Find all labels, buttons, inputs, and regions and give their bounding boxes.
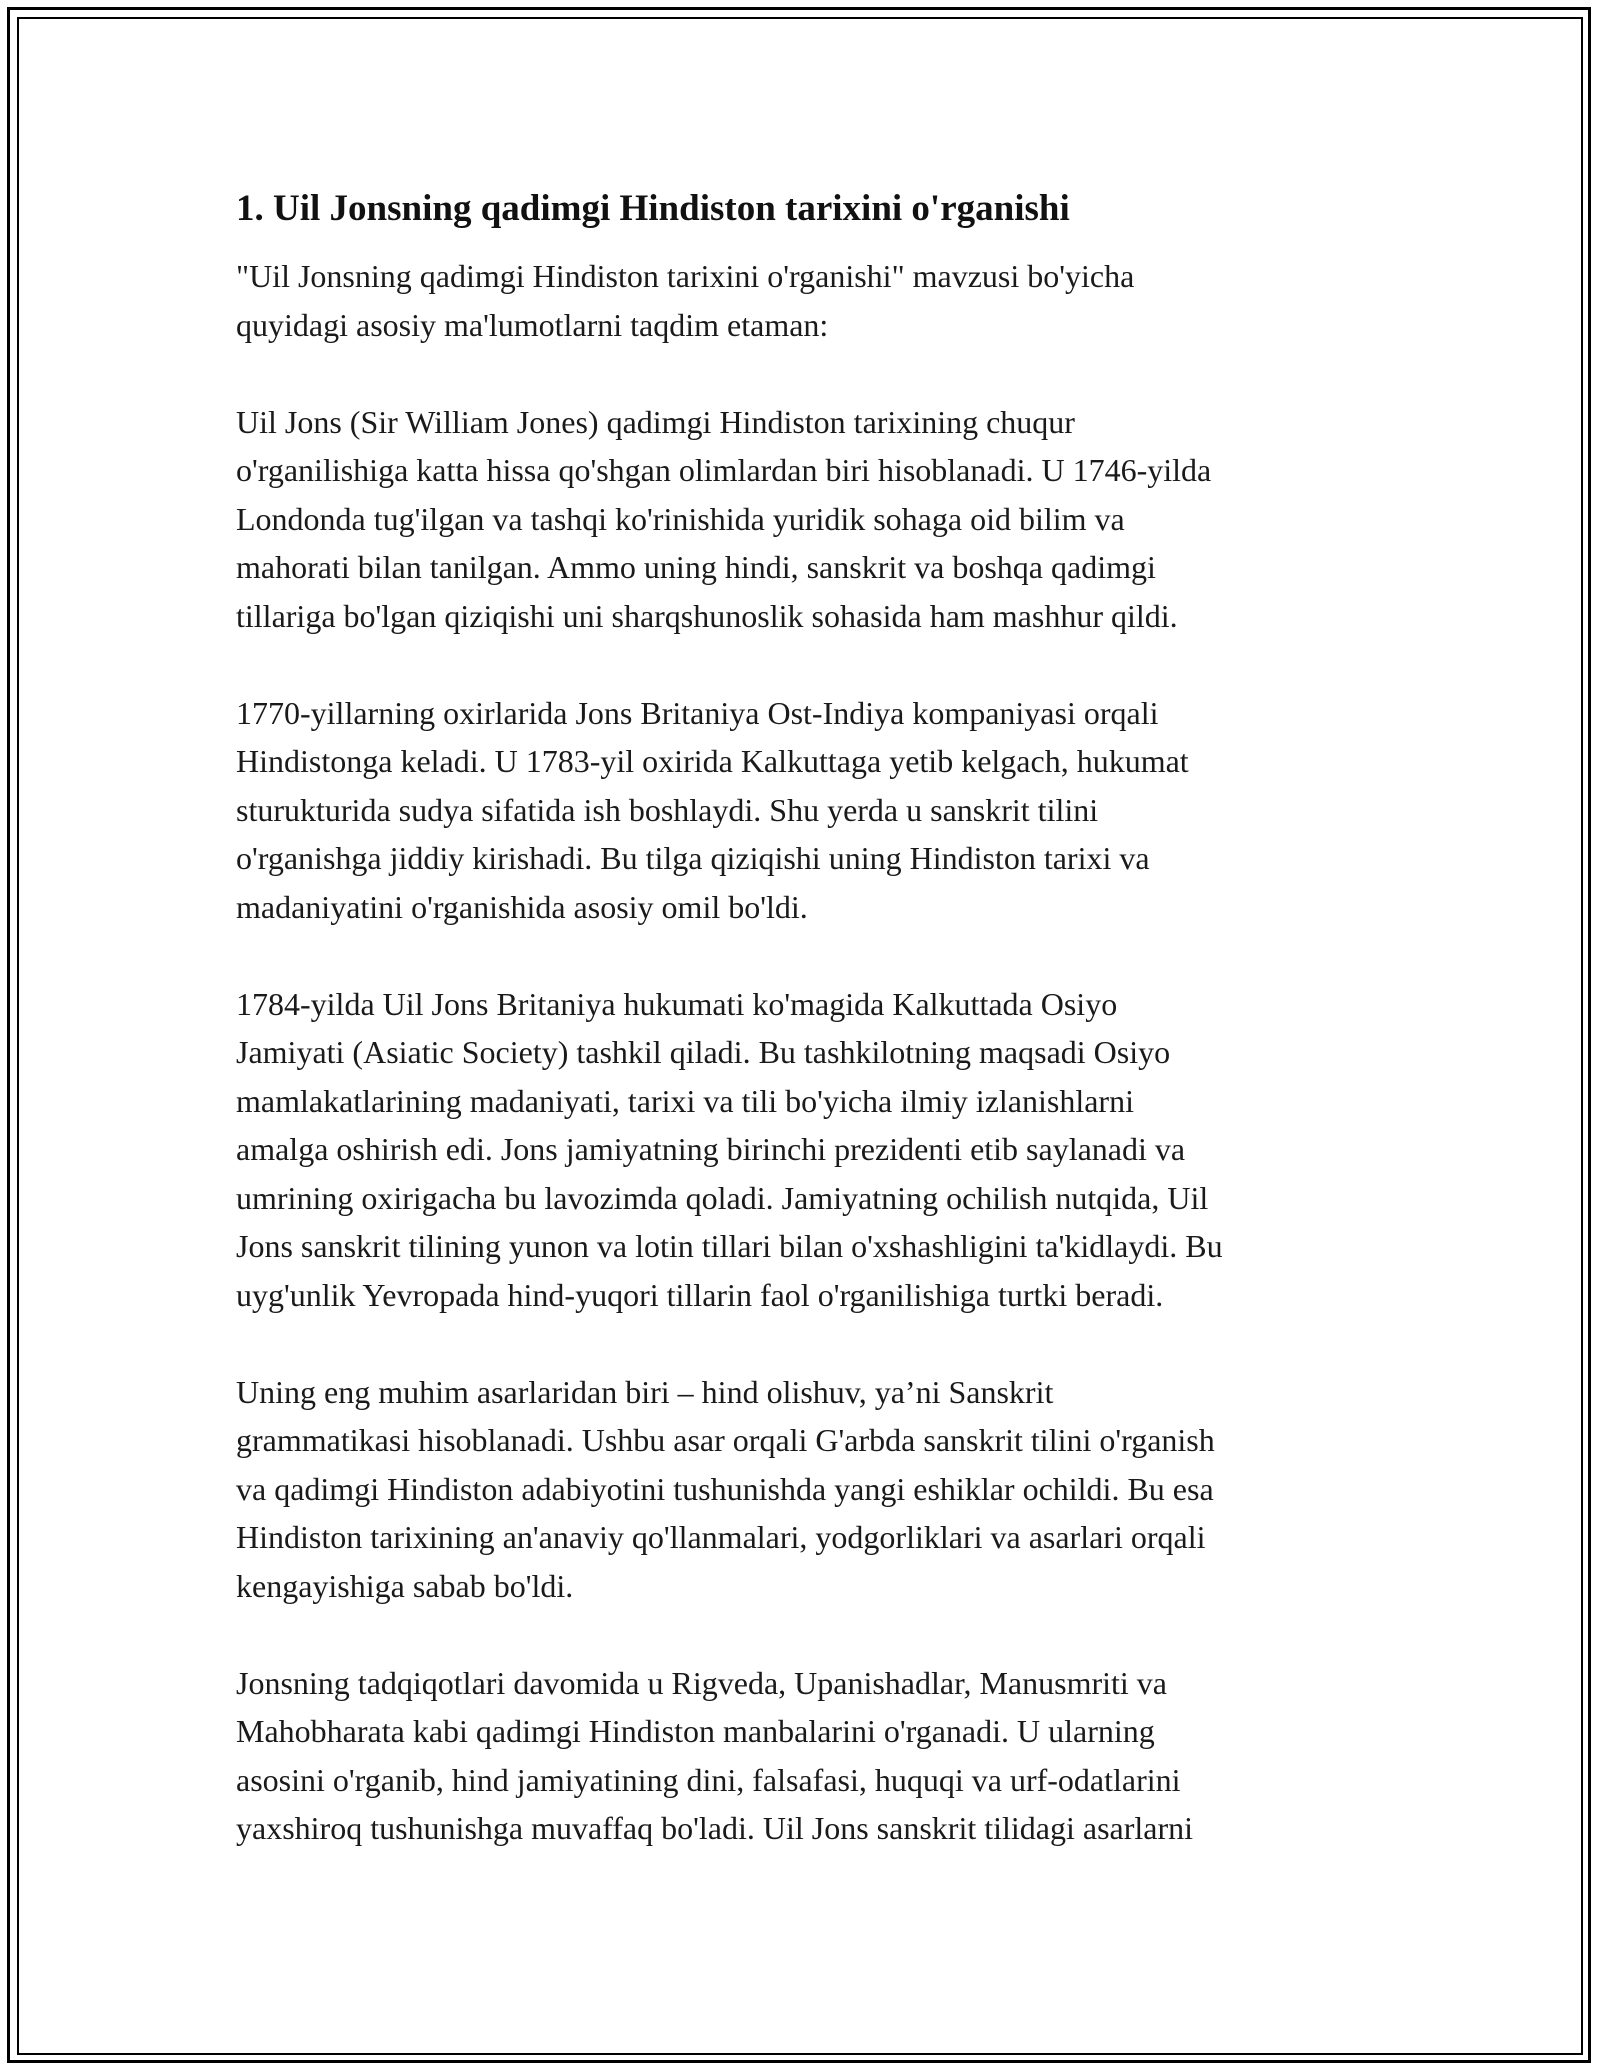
biography-paragraph: Uil Jons (Sir William Jones) qadimgi Hindiston tarixining chuqur o'rganilishiga katta hissa qo'shgan olimlardan biri hisoblanadi. U 1746-yilda Londonda tug'ilgan va tashqi ko'rinishida yuridik sohaga oid bilim va mahorati bilan tanilgan. Ammo uning hindi, sanskrit va boshqa qadimgi tillariga bo'lgan qiziqishi uni sharqshunoslik sohasida ham mashhur qildi. xyxy=(236,403,1212,634)
research-sources-paragraph: Jonsning tadqiqotlari davomida u Rigveda, Upanishadlar, Manusmriti va Mahobharata kabi qadimgi Hindiston manbalarini o'rganadi. U ularning asosini o'rganib, hind jamiyatining dini, falsafasi, huquqi va urf-odatlarini yaxshiroq tushunishga muvaffaq bo'ladi. Uil Jons sanskrit tilidagi asarlarni xyxy=(236,1664,1194,1846)
asiatic-society-paragraph: 1784-yilda Uil Jons Britaniya hukumati ko'magida Kalkuttada Osiyo Jamiyati (Asiatic Society) tashkil qiladi. Bu tashkilotning maqsadi Osiyo mamlakatlarining madaniyati, tarixi va tili bo'yicha ilmiy izlanishlarni amalga oshirish edi. Jons jamiyatning birinchi prezidenti etib saylanadi va umrining oxirigacha bu lavozimda qoladi. Jamiyatning ochilish nutqida, Uil Jons sanskrit tilining yunon va lotin tillari bilan o'xshashligini ta'kidlaydi. Bu uyg'unlik Yevropada hind-yuqori tillarin faol o'rganilishiga turtki beradi. xyxy=(236,985,1223,1313)
intro-paragraph: "Uil Jonsning qadimgi Hindiston tarixini o'rganishi" mavzusi bo'yicha quyidagi asosiy ma'lumotlarni taqdim etaman: xyxy=(236,258,1135,343)
document-title: 1. Uil Jonsning qadimgi Hindiston tarixini o'rganishi xyxy=(236,188,1070,229)
document-body xyxy=(236,186,1371,1901)
arrival-in-india-paragraph: 1770-yillarning oxirlarida Jons Britaniya Ost-Indiya kompaniyasi orqali Hindistonga keladi. U 1783-yil oxirida Kalkuttaga yetib kelgach, hukumat sturukturida sudya sifatida ish boshlaydi. Shu yerda u sanskrit tilini o'rganishga jiddiy kirishadi. Bu tilga qiziqishi uning Hindiston tarixi va madaniyatini o'rganishida asosiy omil bo'ldi. xyxy=(236,694,1189,925)
sanskrit-grammar-paragraph: Uning eng muhim asarlaridan biri – hind olishuv, ya’ni Sanskrit grammatikasi hisoblanadi. Ushbu asar orqali G'arbda sanskrit tilini o'rganish va qadimgi Hindiston adabiyotini tushunishda yangi eshiklar ochildi. Bu esa Hindiston tarixining an'anaviy qo'llanmalari, yodgorliklari va asarlari orqali kengayishiga sabab bo'ldi. xyxy=(236,1373,1215,1604)
